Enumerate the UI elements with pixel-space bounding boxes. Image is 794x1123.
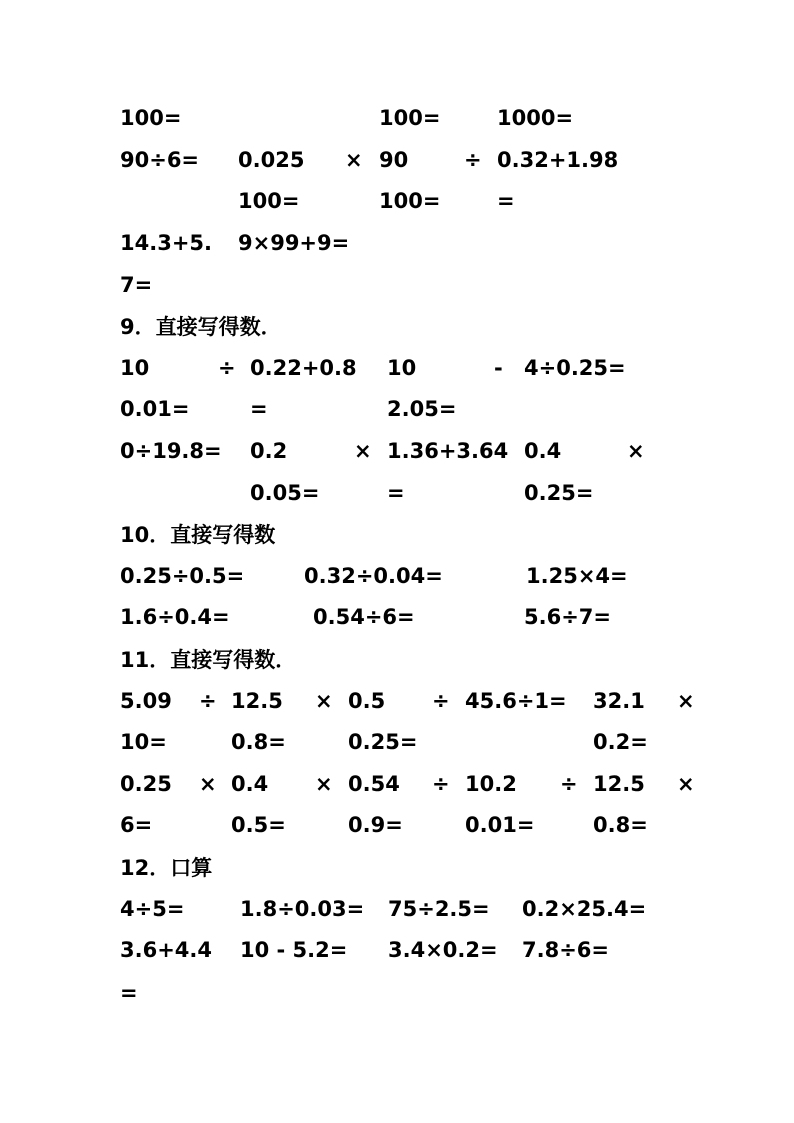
math-item: 90÷6=: [120, 148, 200, 172]
operator: ÷: [464, 148, 482, 172]
math-item: 32.1: [593, 689, 645, 713]
operator: ÷: [432, 689, 450, 713]
math-item: 1.36+3.64: [387, 439, 509, 463]
math-item: 12.5: [593, 772, 645, 796]
math-item: 0.25: [120, 772, 172, 796]
math-item: 7=: [120, 273, 153, 297]
math-item: 0.25=: [524, 481, 594, 505]
question-title: 9．直接写得数．: [120, 315, 282, 339]
math-item: 10: [120, 356, 150, 380]
math-item: 0.01=: [465, 813, 535, 837]
math-item: 0.2=: [593, 730, 648, 754]
math-item: 3.6+4.4: [120, 938, 212, 962]
math-item: 1.8÷0.03=: [240, 897, 365, 921]
math-item: 45.6÷1=: [465, 689, 567, 713]
operator: ×: [345, 148, 363, 172]
math-item: 1.25×4=: [526, 564, 628, 588]
math-item: 0.4: [231, 772, 269, 796]
math-item: 100=: [238, 189, 300, 213]
math-item: 0.32+1.98: [497, 148, 619, 172]
math-item: 0.2: [250, 439, 288, 463]
math-item: 90: [379, 148, 409, 172]
operator: ×: [315, 689, 333, 713]
operator: ÷: [199, 689, 217, 713]
operator: ÷: [432, 772, 450, 796]
operator: ×: [677, 689, 695, 713]
math-item: =: [497, 189, 515, 213]
math-item: 10=: [120, 730, 167, 754]
math-item: 0.025: [238, 148, 305, 172]
math-item: 0.25÷0.5=: [120, 564, 245, 588]
math-item: 9×99+9=: [238, 231, 350, 255]
math-item: 6=: [120, 813, 153, 837]
math-item: 3.4×0.2=: [388, 938, 498, 962]
math-item: 10: [387, 356, 417, 380]
math-item: 0.32÷0.04=: [304, 564, 443, 588]
operator: ÷: [560, 772, 578, 796]
math-item: 0.01=: [120, 397, 190, 421]
operator: -: [494, 356, 503, 380]
math-item: 0.54÷6=: [313, 605, 415, 629]
math-item: 10.2: [465, 772, 517, 796]
math-item: 4÷5=: [120, 897, 185, 921]
math-item: 0.5=: [231, 813, 286, 837]
operator: ×: [315, 772, 333, 796]
question-title: 12．口算: [120, 856, 213, 880]
math-item: 5.6÷7=: [524, 605, 612, 629]
math-item: 1.6÷0.4=: [120, 605, 230, 629]
operator: ÷: [218, 356, 236, 380]
math-item: 0.05=: [250, 481, 320, 505]
math-item: 7.8÷6=: [522, 938, 610, 962]
math-item: 0.54: [348, 772, 400, 796]
math-item: 0.25=: [348, 730, 418, 754]
math-item: 1000=: [497, 106, 574, 130]
math-item: 0.8=: [593, 813, 648, 837]
question-title: 11．直接写得数．: [120, 648, 297, 672]
math-item: 4÷0.25=: [524, 356, 626, 380]
math-item: 0÷19.8=: [120, 439, 222, 463]
math-item: =: [387, 481, 405, 505]
operator: ×: [199, 772, 217, 796]
math-item: 100=: [379, 106, 441, 130]
math-item: 0.4: [524, 439, 562, 463]
math-item: =: [250, 397, 268, 421]
question-title: 10．直接写得数: [120, 523, 276, 547]
math-item: 0.8=: [231, 730, 286, 754]
math-item: 14.3+5.: [120, 231, 212, 255]
operator: ×: [627, 439, 645, 463]
math-item: 10 - 5.2=: [240, 938, 348, 962]
math-item: 100=: [379, 189, 441, 213]
math-item: =: [120, 981, 138, 1005]
math-item: 0.9=: [348, 813, 403, 837]
math-item: 5.09: [120, 689, 172, 713]
math-item: 75÷2.5=: [388, 897, 490, 921]
math-item: 100=: [120, 106, 182, 130]
math-item: 2.05=: [387, 397, 457, 421]
operator: ×: [677, 772, 695, 796]
math-item: 0.22+0.8: [250, 356, 357, 380]
operator: ×: [354, 439, 372, 463]
math-item: 0.5: [348, 689, 386, 713]
math-item: 0.2×25.4=: [522, 897, 647, 921]
math-item: 12.5: [231, 689, 283, 713]
